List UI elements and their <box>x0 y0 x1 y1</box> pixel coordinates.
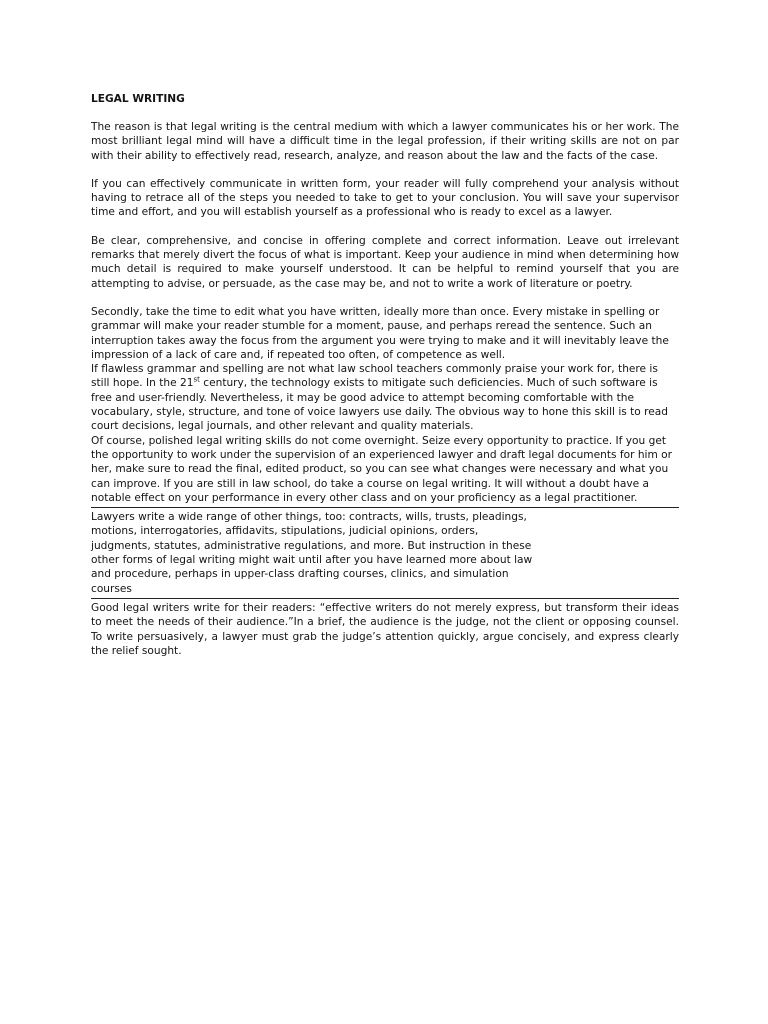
boxed-line: judgments, statutes, administrative regulations, and more. But instruction in these <box>91 539 532 552</box>
boxed-line: Lawyers write a wide range of other things, too: contracts, wills, trusts, pleadings, <box>91 511 527 524</box>
boxed-line: other forms of legal writing might wait until after you have learned more about law <box>91 554 533 567</box>
paragraph-1: The reason is that legal writing is the central medium with which a lawyer communicates his or her work. The most brilliant legal mind will have a difficult time in the legal profession, if their writing skills are not on par with their ability to effectively read, research, analyze, and reason about the law and the facts of the case. <box>91 121 679 162</box>
paragraph-5 <box>91 362 679 433</box>
paragraph-3: Be clear, comprehensive, and concise in offering complete and correct information. Leave out irrelevant remarks that merely divert the focus of what is important. Keep your audience in mind when determining how much detail is required to make yourself understood. It can be helpful to remind yourself that you are attempting to advise, or persuade, as the case may be, and not to write a work of literature or poetry. <box>91 234 679 290</box>
paragraph-5-text-b: century, the technology exists to mitigate such deficiencies. Much of such software is free and user-friendly. Nevertheless, it may be good advice to attempt becoming comfortable with the vocabulary, style, structure, and tone of voice lawyers use daily. The obvious way to hone this skill is to read court decisions, legal journals, and other relevant and quality materials. <box>91 377 669 433</box>
document-title: LEGAL WRITING <box>91 93 185 105</box>
boxed-line: courses <box>91 582 132 595</box>
boxed-section <box>91 510 569 596</box>
boxed-line: motions, interrogatories, affidavits, stipulations, judicial opinions, orders, <box>91 525 479 538</box>
paragraph-6: Of course, polished legal writing skills do not come overnight. Seize every opportunity to practice. If you get the opportunity to work under the supervision of an experienced lawyer and draft legal documents for him or her, make sure to read the final, edited product, so you can see what changes were necessary and what you can improve. If you are still in law school, do take a course on legal writing. It will without a doubt have a notable effect on your performance in every other class and on your proficiency as a legal practitioner. <box>91 434 673 504</box>
paragraph-5-superscript: st <box>193 375 200 384</box>
boxed-line: and procedure, perhaps in upper-class drafting courses, clinics, and simulation <box>91 568 509 581</box>
divider-top <box>91 507 679 508</box>
divider-bottom <box>91 598 679 599</box>
document-body <box>91 92 679 658</box>
paragraph-5-text-a: If flawless grammar and spelling are not what law school teachers commonly praise your work for, there is still hope. In the 21 <box>91 363 658 390</box>
paragraph-4: Secondly, take the time to edit what you have written, ideally more than once. Every mistake in spelling or grammar will make your reader stumble for a moment, pause, and perhaps reread the sentence. Such an interruption takes away the focus from the argument you were trying to make and it will inevitably leave the impression of a lack of care and, if repeated too often, of competence as well. <box>91 305 669 361</box>
paragraph-2: If you can effectively communicate in written form, your reader will fully comprehend your analysis without having to retrace all of the steps you needed to take to get to your conclusion. You will save your supervisor time and effort, and you will establish yourself as a professional who is ready to excel as a lawyer. <box>91 177 679 219</box>
final-paragraph: Good legal writers write for their readers: “effective writers do not merely express, but transform their ideas to meet the needs of their audience.”In a brief, the audience is the judge, not the client or opposing counsel. To write persuasively, a lawyer must grab the judge’s attention quickly, argue concisely, and express clearly the relief sought. <box>91 601 679 657</box>
